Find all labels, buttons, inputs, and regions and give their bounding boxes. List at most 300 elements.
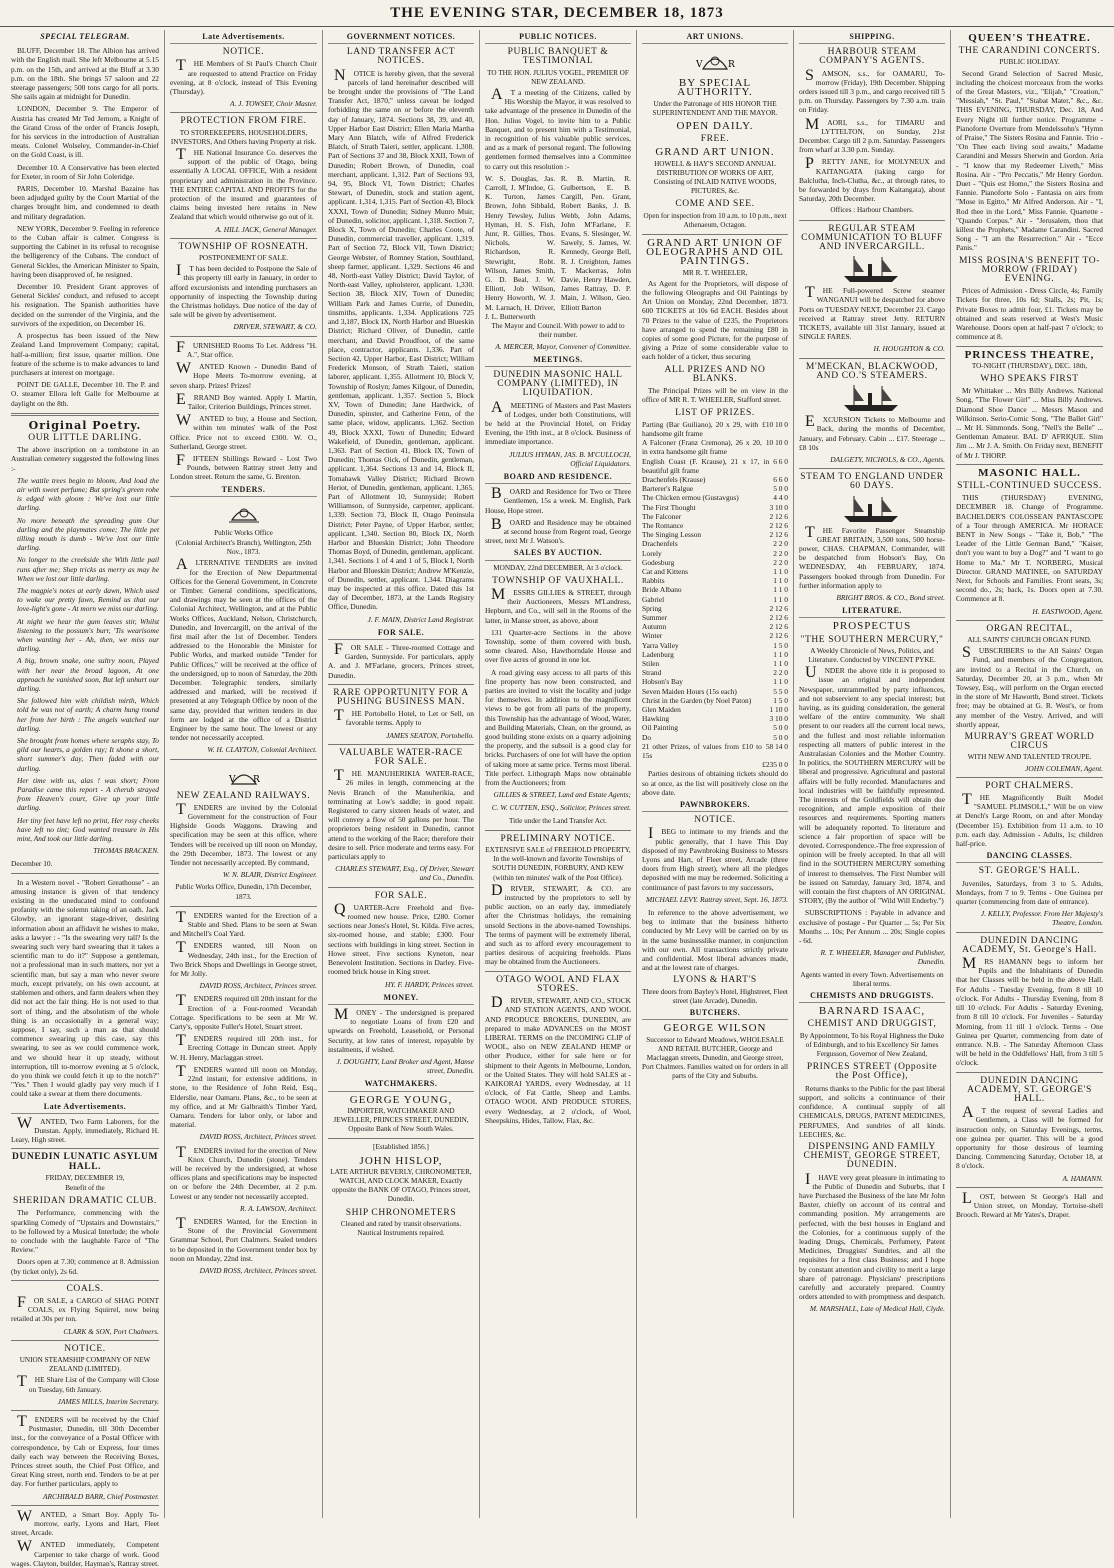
- prize-value: 1 1 0: [773, 576, 788, 586]
- telegram-item: LONDON, December 9. The Emperor of Austria has created Mr Ted Jernom, a Knight of the Grand Cross of the order of Francis Joseph, for his services in the introduction of Australian meats. Colonel Wolseley, Commander-in-Chief on the Gold Coast, is ill.: [11, 104, 159, 160]
- meetings-heading: MEETINGS.: [485, 355, 631, 367]
- mercury-text: UNDER the above title it is proposed to issue an original and independent Newspaper, untrammelled by party influences, and not subservient to any special interest; but having, as its guiding consideration, the general welfare of the entire community. We shall present to our readers all the current local news, and the fullest and most reliable information respecting all matters of public interest in the Australasian Colonies and the Mother Country. In politics, the SOUTHERN MERCURY will be liberal and progressive. Agricultural and pastoral affairs will be fully recorded. Manufactures and local industries will be faithfully represented. The interests of the Goldfields will obtain due recognition, and ample exposition of their resources and requirements. Sporting matters will be adequately reported. To literature and science a fair proportion of space will be devoted. Correspondence.-The free expression of opinion will be freely accepted. In that all will find in the SOUTHERN MERCURY something of interest to themselves. The First Number will be issued on Saturday, January 3rd, 1874, and will contain the first chapters of AN ORIGINAL STORY, (By the author of "Wild Will Enderby."): [799, 664, 945, 906]
- telegram-item: December 10. President Grant approves of General Sickles' conduct, and refused to accept his resignation. The Spanish authorities have decided on the surrender of the Virginia, and the survivors of the expedition, on December 16.: [11, 282, 159, 328]
- prize-value: £10 10 0: [762, 419, 788, 429]
- column-2: [164, 30, 322, 1518]
- prize-name: The Chicken ermou (Gustavgus): [642, 493, 739, 503]
- committee-list-right: R. B. Martin, R. Gulbertson, E. B. Cargill, Pen. Grant, Robert Banks, J. B. Webb, John Adams, John M'Farlane, F. Evans, S. Slesinger, W. Sawely, S. James, W. Kennedy, George Bell, R. J. Creighton, James T. Mackerras, John Davie, Henry Hawden, James Rattray, D. P. Main, J. Wilson, Geo. Elliott Barton: [560, 173, 631, 312]
- telegram-item: December 10. A Conservative has been elected for Exeter, in room of Sir John Coleridge.: [11, 162, 159, 181]
- prize-value: 2 12 6: [769, 622, 788, 632]
- prize-row: [642, 723, 788, 732]
- union-signature: JAMES MILLS, Interim Secretary.: [57, 1396, 159, 1406]
- rosneath-text: IT has been decided to Postpone the Sale of this property till early in January, in order to afford excursionists and intending purchasers an opportunity of inspecting the Township during the Christmas holidays. Due notice of the day of sale will be given by advertisement.: [170, 262, 317, 320]
- divider: [170, 759, 317, 760]
- prize-value: 2 12 6: [769, 511, 788, 521]
- prize-row: [642, 585, 788, 594]
- tender-ad: TENDERS invited for the erection of New Knox Church, Dunedin (stone). Tenders will be received by the undersigned, at whose offices plans and specifications may be inspected on or before the 24th December, at 2 p.m. Lowest or any tender not necessarily accepted.: [170, 1143, 317, 1201]
- prize-row: [642, 677, 788, 686]
- shipping-ad: MAORI, s.s., for TIMARU and LYTTELTON, on Sunday, 21st December. Cargo till 2 p.m. Saturday. Passengers from wharf at 3.30 p.m. Sunday.: [799, 115, 945, 155]
- prize-row: [642, 622, 788, 631]
- isaac-subtitle: CHEMIST AND DRUGGIST,: [807, 1019, 937, 1030]
- banquet-signature: A. MERCER, Mayor, Convener of Committee.: [495, 341, 631, 351]
- poem-stanza: She followed him with childish mirth, Which told he was not of earth; A charm hung round her from her birth : The angels watched our darling.: [17, 696, 159, 733]
- poem-title: OUR LITTLE DARLING.: [28, 432, 142, 443]
- holiday-note: PUBLIC HOLIDAY.: [999, 58, 1060, 67]
- prize-row: [642, 705, 788, 714]
- union-subtitle: UNION STEAMSHIP COMPANY OF NEW ZEALAND (LIMITED).: [19, 1356, 151, 1374]
- queens-theatre-title: QUEEN'S THEATRE.: [968, 32, 1091, 44]
- divider: [799, 358, 945, 359]
- tender-signature: DAVID ROSS, Architect, Princes street.: [199, 1265, 317, 1275]
- masonic-hall-title: MASONIC HALL.: [978, 466, 1081, 479]
- prize-value: 2 2 0: [773, 668, 788, 678]
- hislop-subtitle: LATE ARTHUR BEVERLY, CHRONOMETER, WATCH, AND CLOCK MAKER, Exactly opposite the BANK OF OTAGO, Princes street, Dunedin.: [330, 1167, 472, 1204]
- divider: [11, 1148, 159, 1149]
- divider: [956, 620, 1103, 621]
- prize-name: Bride Albano: [642, 585, 682, 595]
- column-3: [322, 30, 479, 1518]
- academy-signature: A. HAMANN.: [1062, 1173, 1103, 1183]
- sale-ad: FOR SALE - Three-roomed Cottage and Garden, Sunnyside. For particulars, apply A. and J. M'Farlane, grocers, Princes street, Dunedin.: [328, 641, 474, 680]
- young-subtitle: IMPORTER, WATCHMAKER AND JEWELLER, PRINCES STREET, DUNEDIN, Opposite Bank of New South Wales.: [333, 1106, 469, 1134]
- asylum-doors: Doors open at 7.30; commence at 8. Admission (by ticket only), 2s 6d.: [11, 1257, 159, 1276]
- prize-name: Christ in the Garden (by Noel Paton): [642, 695, 752, 705]
- prize-row: [642, 420, 788, 438]
- prize-value: 2 12 6: [769, 603, 788, 613]
- public-notices-heading: PUBLIC NOTICES.: [485, 32, 631, 44]
- prize-value: 2 2 0: [773, 557, 788, 567]
- vauxhall-signature: GILLIES & STREET, Land and Estate Agents;: [493, 790, 631, 800]
- watchmakers-heading: WATCHMAKERS.: [328, 1079, 474, 1091]
- classified-ad: WANTED Known - Dunedin Band of Hope Meets To-morrow evening, at seven sharp. Prizes! Prizes!: [170, 360, 317, 390]
- special-telegram-heading: SPECIAL TELEGRAM.: [40, 32, 130, 41]
- masonic-company-title: DUNEDIN MASONIC HALL COMPANY (LIMITED), IN LIQUIDATION.: [493, 369, 623, 399]
- fire-title: PROTECTION FROM FIRE.: [180, 116, 307, 127]
- prize-row: [642, 567, 788, 576]
- asylum-club: SHERIDAN DRAMATIC CLUB.: [13, 1196, 157, 1207]
- royal-crest-icon: [695, 47, 735, 75]
- isaac-appointment: By Appointment, To his Royal Highness the Duke of Edinburgh, and to his Excellency Sir James Fergusson, Governor of New Zealand,: [799, 1031, 945, 1059]
- young-title: GEORGE YOUNG,: [349, 1093, 453, 1106]
- poem-stanza: No more beneath the spreading gum Our darling and the playmates come; The little pet tilling mouth is dumb - We've lost our little darling.: [17, 515, 159, 553]
- fire-text: THE National Insurance Co. deserves the support of the public of Otago, being essentially A LOCAL OFFICE, With a resident proprietary and administration in the Province. THE ENTIRE CAPITAL AND PROFITS for the protection of the insured and guarantees of claims being invested here retains in New Zealand that which would otherwise go out of it.: [170, 146, 317, 222]
- prize-name: Drachenfels: [642, 539, 678, 549]
- prize-value: 5 0 0: [773, 723, 788, 733]
- wool-stores-text: DRIVER, STEWART, AND CO., STOCK AND STATION AGENTS, AND WOOL AND PRODUCE BROKERS, DUNEDIN, are prepared to make ADVANCES on the MOST LIBERAL TERMS on the INCOMING CLIP of WOOL, also on NEW ZEALAND HEMP or other Produce, either for sale here or for shipment to their Agents in Melbourne, London, or the United States. They will hold SALES at - KAIKORAI YARDS, every Wednesday, at 11 o'clock, of Fat Cattle, Sheep and Lambs. OTAGO WOOL AND PRODUCE STORES, every Wednesday, at 2 o'clock, of Wool, Sheepskins, Hides, Tallow, Flax, &c.: [485, 994, 631, 1125]
- railways-signature: W. N. BLAIR, District Engineer.: [222, 870, 317, 880]
- prize-row: [642, 631, 788, 640]
- isaac-address: PRINCES STREET (Opposite the Post Office),: [806, 1062, 938, 1082]
- divider: [956, 464, 1103, 465]
- isaac-title: BARNARD ISAAC,: [818, 1005, 926, 1018]
- divider: [956, 1187, 1103, 1188]
- asylum-date: FRIDAY, DECEMBER 19,: [45, 1173, 125, 1182]
- prize-row: [642, 650, 788, 659]
- telegram-item: A prospectus has been issued of the New Zealand Land Improvement Company; capital, half-a-million; first issue, quarter million. One feature of the scheme is to make advances to land purchasers at interest on mortgage.: [11, 331, 159, 377]
- choir-title: NOTICE.: [222, 47, 265, 58]
- svg-text:R: R: [728, 60, 735, 71]
- prize-value: 1 1 0: [773, 677, 788, 687]
- opportunity-signature: JAMES SEATON, Portobello.: [386, 730, 474, 740]
- butchers-heading: BUTCHERS.: [642, 1008, 788, 1020]
- shipping-ad: SAMSON, s.s., for OAMARU, To-morrow (Friday), 19th December. Shipping orders issued till 3 p.m., and cargo received till 5 p.m. on Thursday. Passengers by 7.30 a.m. train on Friday.: [799, 66, 945, 115]
- pawn-text: In reference to the above advertisement, we beg to intimate that the business hitherto conducted by Mr Levy will be carried on by us in the same businesslike manner, in conjunction with our own. All transactions strictly private and confidential. Most liberal advances made, and at the lowest rate of charges.: [642, 908, 788, 973]
- shipping-ad: PRETTY JANE, for MOLYNEUX and KAITANGATA (taking cargo for Balclutha, Inch-Clutha, &c., at through rates, to be forwarded by drays from Kaitangata), about Saturday, 20th December.: [799, 155, 945, 204]
- dance-signature: J. KELLY, Professor. From Her Majesty's Theatre, London.: [980, 909, 1103, 928]
- asylum-text: The Performance, commencing with the sparkling Comedy of "Upstairs and Downstairs," to be followed by a Musical Interlude; the whole to conclude with the laughable Farce of "The Review.": [11, 1208, 159, 1255]
- railways-text: TENDERS are invited by the Colonial Government for the construction of Four Highside Goods Waggons. Drawing and specification may be seen at this office, where Tenders will be received up till noon on Monday, the 29th December, 1873. The lowest or any Tender not necessarily accepted. By command,: [170, 800, 317, 868]
- prize-row: [642, 595, 788, 604]
- prize-row: [642, 641, 788, 650]
- prize-note: Parties desirous of obtaining tickets should do so at once, as the list will positively close on the above date.: [642, 769, 788, 797]
- union-title: NOTICE.: [64, 1343, 106, 1354]
- lyons-hart-text: Three doors from Bayley's Hotel, Highstreet, Fleet street (late Arcade), Dunedin.: [642, 987, 788, 1005]
- mercury-subtitle: A Weekly Chronicle of News, Politics, and Literature. Conducted by VINCENT PYKE.: [808, 646, 936, 664]
- oleograph-text: As Agent for the Proprietors, will dispose of the following Oleographs and Oil Paintings by Art Union on Monday, 22nd December, 1873. 600 TICKETS at 10s 6d EACH. Besides about 70 Prizes to the value of £235, the Proprietors have arranged to spend the remaining £80 in copies of some good Picture, for the purpose of giving a Prize of some considerable value to each holder of a ticket, thus securing: [642, 278, 788, 362]
- prize-value: 6 6 0: [773, 456, 788, 466]
- railways-office: Public Works Office, Dunedin, 17th December, 1873.: [175, 883, 312, 901]
- wheeler-name: MR R. T. WHEELER,: [682, 268, 748, 277]
- vauxhall-text: MESSRS GILLIES & STREET, through their Auctioneers, Messrs M'Landress, Hepburn, and Co., will sell in the Rooms of the latter, in Manse street, as above, about: [485, 585, 631, 625]
- government-notices-heading: GOVERNMENT NOTICES.: [328, 32, 474, 44]
- prize-total-row: [642, 760, 788, 769]
- vauxhall-text: A road giving easy access to all parts of this fine property has now been constructed, and parties are invited to visit the locality and judge for themselves. In addition to the magnificent views to be got from all parts of the property, this Township has the advantage of Wood, Water, and Building Materials, Clean, on the ground, as good building stone exists on a quarry adjoining the property, and the subsoil is a good clay for bricks. Purchasers of one lot will have the option of taking more at same price. Terms most liberal. Title perfect. Lithograph Maps now obtainable from the Auctioneers; from: [485, 667, 631, 788]
- poem-stanza: She brought from homes where seraphs stay, To gild our hearts, a golden ray; It shone a short, short summer's day, Then faded with our darling.: [17, 736, 159, 773]
- prize-name: Winter: [642, 631, 663, 641]
- prize-name: Glen Maiden: [642, 705, 681, 714]
- masonic-company-signature: JULIUS HYMAN, JAS. B. M'CULLOCH, Official Liquidators.: [509, 449, 631, 468]
- divider: [799, 468, 945, 469]
- prize-name: Godesburg: [642, 557, 675, 567]
- prize-value: 5 0 0: [773, 732, 788, 742]
- preliminary-text: DRIVER, STEWART, & CO. are instructed by the proprietors to sell by public auction, on an early day, immediately after the Christmas holidays, the remaining unsold Sections in the above-named Townships. The terms of payment will be extremely liberal, and such as to afford every encouragement to parties desirous of acquiring freeholds. Plans may be obtained from the Auctioneers.: [485, 881, 631, 967]
- wanganui-text: THE Full-powered Screw steamer WANGANUI will be despatched for above Ports on TUESDAY NEXT, December 23. Cargo received at Rattray street Jetty. RETURN TICKETS, available till 31st January, issued at SINGLE FARES.: [799, 284, 945, 342]
- prize-row: [642, 549, 788, 558]
- pawn-title: NOTICE.: [694, 815, 736, 826]
- queens-prices: Prices of Admission - Dress Circle, 4s; Family Tickets for three, 10s 6d; Stalls, 2s; Pit, 1s; Private Boxes to admit four, £1. Tickets may be obtained and seats reserved at West's Music Warehouse. Doors open at half-past 7 o'clock; to commence at 8.: [956, 286, 1103, 342]
- divider: [485, 971, 631, 972]
- free-entry: FREE.: [700, 134, 730, 145]
- public-works-office: Public Works Office: [214, 528, 273, 537]
- divider: [956, 346, 1103, 347]
- oleograph-title: GRAND ART UNION OF OLEOGRAPHS AND OIL PAINTINGS.: [646, 237, 784, 268]
- asylum-benefit: Benefit of the: [65, 1183, 105, 1192]
- sale-signature: HY. F. HARDY, Princes street.: [385, 979, 474, 989]
- prize-row: [642, 493, 788, 502]
- divider: [328, 744, 474, 745]
- prize-name: English Coast (F. Krause), 21 x 17, in beautiful gilt frame: [642, 456, 770, 475]
- prize-value: 2 12 6: [769, 520, 788, 530]
- poem-intro: The above inscription on a tombstone in an Australian cemetery suggested the following lines :-: [11, 445, 159, 473]
- academy-text: AT the request of several Ladies and Gentlemen, a Class will be formed for instruction only, on Saturday Evenings, terms, one guinea per quarter. This will be a good opportunity for those desirous of learning Dancing. Commencing Saturday, October 18, at 8 o'clock.: [956, 1104, 1103, 1171]
- masonic-hall-signature: H. EASTWOOD, Agent.: [1032, 606, 1103, 616]
- masonic-hall-subtitle: STILL-CONTINUED SUCCESS.: [957, 480, 1102, 491]
- preliminary-subtitle: EXTENSIVE SALE of FREEHOLD PROPERTY, In the well-known and favorite Townships of SOUTH DUNEDIN, FORBURY, AND KEW (within ten minutes' walk of the Post Office).: [485, 846, 631, 882]
- marshall-signature: M. MARSHALL, Late of Medical Hall, Clyde.: [809, 1304, 945, 1314]
- prize-row: [642, 576, 788, 585]
- art-union-title: GRAND ART UNION.: [655, 146, 775, 159]
- prize-row: [642, 438, 788, 456]
- shipping-heading: SHIPPING.: [799, 32, 945, 44]
- postmaster-tenders: TENDERS will be received by the Chief Postmaster, Dunedin, till 30th December inst., for the conveyance of a Postal Officer with correspondence, by Cab or Express, four times daily each way between the Receiving Boxes, Princes street south, the Chief Post Office, and Great King street, north end. Tenders to be at per day. For further particulars, apply to: [11, 1413, 159, 1489]
- divider: [170, 906, 317, 907]
- rosneath-title: TOWNSHIP OF ROSNEATH.: [178, 241, 309, 252]
- poem-stanza: The wattle trees begin to bloom, And load the air with sweet perfume; But spring's green robe is edged with gloom : We've lost our little darling.: [17, 475, 159, 513]
- tender-signature: DAVID ROSS, Architect, Princes street.: [199, 981, 317, 991]
- great-britain-text: THE Favorite Passenger Steamship GREAT BRITAIN, 3,500 tons, 500 horse-power, CHAS. CHAPMAN, Commander, will be despatched from Hobson's Bay, On WEDNESDAY, 4th FEBRUARY, 1874. Passengers booked through from Dunedin. For further information apply to: [799, 523, 945, 590]
- poem-stanza: At night we hear the gum leaves stir, Whilst listening to the possum's burr, 'Tis wearisome when wanting her - Ah, then, we miss our darling.: [17, 616, 159, 654]
- land-transfer-signature: J. F. MAIN, District Land Registrar.: [367, 614, 474, 624]
- poem-stanza: The magpie's notes at early dawn, Which used to wake our pretty fawn, Remind us that our love-light's gone - At morn we miss our darling.: [17, 585, 159, 614]
- prospectus-title: PROSPECTUS: [832, 620, 912, 633]
- art-unions-heading: ART UNIONS.: [642, 32, 788, 44]
- prize-name: The Romance: [642, 520, 684, 530]
- organ-subtitle: ALL SAINTS' CHURCH ORGAN FUND.: [967, 635, 1092, 644]
- port-chalmers-title: PORT CHALMERS.: [985, 780, 1074, 791]
- prize-row: [642, 484, 788, 493]
- board-ad: BOARD and Residence may be obtained at second house from Regent road, George street, next Mr J. Watson's.: [485, 515, 631, 546]
- water-race-text: THE MANUHERIKIA WATER-RACE, 26 miles in length, commencing at the Nevis Branch of the Manuherikia, and terminating at Low's saddle; in good repair. Registered to carry sixteen heads of water, and will convey a flow of 50 gallons per hour. The proprietors being resident in Dunedin, cannot attend to the working of the Race; therefore their desire to sell. Price moderate and terms easy. For particulars apply to: [328, 767, 474, 862]
- royal-crest-icon: [227, 764, 261, 788]
- prize-row: [642, 742, 788, 760]
- circus-subtitle: WITH NEW AND TALENTED TROUPE.: [967, 753, 1092, 762]
- fire-subtitle: TO STOREKEEPERS, HOUSEHOLDERS, INVESTORS, And Others having Property at risk.: [170, 128, 317, 146]
- marshall-title: DISPENSING AND FAMILY CHEMIST, GEORGE STREET, DUNEDIN.: [803, 1141, 941, 1171]
- auction-date: MONDAY, 22nd DECEMBER, At 3 o'clock.: [493, 563, 623, 572]
- circus-signature: JOHN COLEMAN, Agent.: [1025, 763, 1103, 773]
- prize-row: [642, 668, 788, 677]
- divider: [956, 1072, 1103, 1073]
- vauxhall-signature: C. W. CUTTEN, ESQ., Solicitor, Princes street.: [491, 803, 631, 813]
- patron-subtitle: Under the Patronage of HIS HONOR THE SUPERINTENDENT AND THE MAYOR.: [652, 99, 778, 117]
- tender-ad: TENDERS wanted, till Noon on Wednesday, 24th inst., for the Erection of Two Brick Shops and Dwellings in George street, for Mr Jolly.: [170, 939, 317, 979]
- divider: [11, 1505, 159, 1506]
- prize-row: [642, 733, 788, 742]
- public-works-signature: W. H. CLAYTON, Colonial Architect.: [207, 745, 317, 755]
- money-text: MONEY - The undersigned is prepared to negotiate Loans of from £20 and upwards on Freehold, Leasehold, or Personal Security, at low rates of interest, repayable by instalments, if wished.: [328, 1005, 474, 1054]
- prize-row: [642, 457, 788, 475]
- land-transfer-text: NOTICE is hereby given, that the several parcels of land hereinafter described will be brought under the provisions of "The Land Transfer Act, 1870," unless caveat be lodged forbidding the same on or before the eleventh day of January, 1874. Sections 38, 39, and 40, Upper Harbor East District; Ellen Maria Martha Mary Ann Blatch, wife of Alfred Frederick Blatch, of Strath Taieri, settler, applicant. 1,308. Part of Sections 37 and 38, Block XXII, Town of Dunedin; Robert Brown, of Dunedin, coal merchant, applicant. 1,312. Part of Sections 93, 94, 95, Block VI, Town District; Charles Stewart, of Dunedin, stock and station agent, applicant. 1,314, 1,315. Part of Section 43, Block XXXI, Town of Dunedin; Sidney Munro Muir, of Dunedin, solicitor, applicant. 1,318. Section 7, Block X, Town of Dunedin; Charles Coote, of Dunedin, commercial traveller, applicant. 1,319. Part of Section 72, Block VII, Town District; George Webster, of Romney Station, Southland, sheep farmer, applicant. 1,329. Sections 46 and 48, North-east Valley District; David Taylor, of North-east Valley, upholsterer, applicant. 1,330. Section 38, Block XIV, Town of Dunedin; William Park and James Currie, of Dunedin, tinsmiths, applicants. 1,334. Applications 725 and 3,187, Block IX, North Harbor and Blueskin District; Richard Oliver, of Dunedin, cattle merchant, and David Proudfoot, of the same place, contractor, applicants. 1,336. Part of Section 42, Upper Harbor, East District; William Frederick Monson, of Strath Taieri, station laborer, applicant. 1,355. Allotment 10, Block V, Township of Roslyn; James Kilgour, of Dunedin, gentleman, applicant. 1,357. Section 5, Block XV, Town of Dunedin; Jane Hardwick, of Dunedin, spinster, and Catherine Fenn, of the same place, widow, applicants. 1,362. Section 49, Block XXXI, Town of Dunedin; Edward Wakefield, of Dunedin, gentleman, applicant. 1,363. Part of Section 41, Block IX, Town of Dunedin; Thomas Oick, of Dunedin, gentleman, applicant. 1,364. Sections 13 and 14, Block II, Tomahawk Valley District; Richard Brown Heriot, of Dunedin, gentleman, applicant. 1,365. Part of Allotment 10, Sunnyside; Robert Williamson, of Sunnyside, carpenter, applicant. 1,339. Section 73, Block II, Otago Peninsula District; Peter Payne, of Upper Harbor, settler, applicant. 1,340. Section 80, Block IX, North Harbor and Blueskin District; John Theodore Thomas Boyd, of Dunedin, gentleman, applicant. 1,341. Sections 1 of 4 and 1 of 5, Block I, North Harbor and Blueskin District; Andrew M'Kenzie, of Dunedin, settler, applicant. 1,344. Diagrams may be inspected at this office. Dated this 1st day of December, 1873, at the Lands Registry Office, Dunedin.: [328, 66, 474, 612]
- england-title: STEAM TO ENGLAND UNDER 60 DAYS.: [800, 472, 944, 492]
- divider: [11, 873, 159, 874]
- column-1: [6, 30, 164, 1568]
- divider: [328, 1138, 474, 1139]
- dalgety-signature: DALGETY, NICHOLS, & CO., Agents.: [830, 454, 945, 464]
- sale-text: QUARTER-Acre Freehold and five-roomed new house. Price, £280. Corner sections near Jones's Hotel, St. Kilda. Five acres, six-roomed house, and stable; £300. Four sections with buildings in king street. Section in Howe street. Five sections Kyneton, near Benevolent Institution. Sections in Darley. Five-roomed brick house in King street.: [328, 900, 474, 977]
- prize-row: [642, 539, 788, 548]
- divider: [328, 887, 474, 888]
- board-ad: BOARD and Residence for Two or Three Gentlemen, 15s a week. M. English, Park House, Hope street.: [485, 485, 631, 515]
- divider: [799, 220, 945, 221]
- prize-row: [642, 687, 788, 696]
- prize-name: Strand: [642, 668, 662, 678]
- opportunity-title: RARE OPPORTUNITY FOR A PUSHING BUSINESS MAN.: [333, 687, 469, 708]
- steamship-icon: [842, 494, 902, 524]
- princess-date: TO-NIGHT (THURSDAY), DEC. 18th,: [971, 361, 1088, 370]
- prize-name: Summer: [642, 612, 668, 622]
- prize-name: Gabriel: [642, 594, 665, 604]
- column-container: [6, 30, 1108, 1568]
- prize-name: The Singing Lesson: [642, 530, 702, 540]
- prize-name: Autumn: [642, 622, 667, 632]
- literature-heading: LITERATURE.: [799, 606, 945, 618]
- prize-row: [642, 659, 788, 668]
- prize-row: [642, 521, 788, 530]
- tenders-heading: TENDERS.: [170, 485, 317, 497]
- divider: [485, 830, 631, 831]
- column-4: [479, 30, 636, 1518]
- prize-name: Rabbits: [642, 576, 665, 586]
- masonic-hall-text: THIS (THURSDAY) EVENING, DECEMBER 18. Change of Programme. BACHELDER'S COLOSSEAN PANTASCOPE of a Tour through AMERICA. Mr HORACE BENT in New Songs - "Take it, Bob," "The Leader of the Little German Band," "Kaiser, don't you want to buy a Dog?" and "I want to go Home to Ma." Mr T. NORBERG, Musical Director. GRAND MATINEE, on SATURDAY Next, for Schools and Families. Front seats, 3s; second do., 2s; back, 1s. Doors open at 7.30. Commence at 8.: [956, 493, 1103, 604]
- novel-anecdote: In a Western novel - "Robert Greathouse" - an amusing instance is given of that tendency existing in the uneducated mind to confound profanity with the solemn taking of an oath. Jack Glowby, an ignorant stage-driver, desiring information about an affidavit he wishes to make, asks a lawyer : - "Is the swearing very tall? Is the swearing such very hard swearing that it takes a scientific man to do it?" Suppose a gentleman, not a professional man in such matters, nor yet a scientific man, but say a man who never swore much, except privately, on his own account, at stablemen and others, and farm dealers when they did not act the fair thing. He is not used to that sort of thing, and the absolutism of the whole thing is an occasionally in a general way; suppose, I say, such a man as that should commence swearing up this case, say this swearing, to see as we could commence work, and we should hear it up steady, without interruption, till to-morrow evening at 5 o'clock, do you think we could fetch it up to the notch?" "Yes." Then I would gladly pay very much if I could take a swear at them there documents.: [11, 877, 159, 1099]
- prize-name: Parting (Bar Guiliano), 20 x 29, with handsome gilt frame: [642, 419, 759, 438]
- column-7: [950, 30, 1108, 1518]
- prize-value: 1 1 0: [773, 658, 788, 668]
- divider: [956, 932, 1103, 933]
- divider: [11, 1410, 159, 1411]
- princess-text: Mr Whittaker ... Mrs Billy Andrews. National Song, "The Flower Girl" ... Miss Billy Andrews. Diamond Shoe Dance ... Messrs Mason and Wilkinson. Serio-Comic Song, "The Ballet Girl" ... Mr H. Simmonds. Song, "Nell's the Belle" ... Gentleman Amateur. BAL D' AFRIQUE. Slim Jim ... Mr J. A. Smith. On Friday next, BENEFIT of Mr J. THORP.: [956, 386, 1103, 460]
- prize-row: [642, 475, 788, 484]
- masthead-title: THE EVENING STAR, DECEMBER 18, 1873: [390, 5, 724, 21]
- public-works-subtitle: (Colonial Architect's Branch), Wellington, 25th Nov., 1873.: [175, 538, 312, 557]
- money-signature: J. DOUGHTY, Land Broker and Agent, Manse street, Dunedin.: [336, 1056, 474, 1076]
- prize-row: [642, 512, 788, 521]
- poem-stanza: A big, brown snake, one sultry noon, Played with her near the broad lagoon, At one approach he vanished soon, But left unhurt our darling.: [17, 656, 159, 693]
- prize-value: 2 12 6: [769, 530, 788, 540]
- union-text: THE Share List of the Company will Close on Tuesday, 6th January.: [17, 1373, 159, 1394]
- art-union-subtitle: HOWELL & HAY'S SECOND ANNUAL DISTRIBUTION OF WORKS OF ART, Consisting of INLAID NATIVE WOODS, PICTURES, &c.: [653, 159, 777, 196]
- banquet-title: PUBLIC BANQUET & TESTIMONIAL: [507, 47, 609, 67]
- tender-signature: DAVID ROSS, Architect, Princes street.: [199, 1132, 317, 1142]
- steamship-icon: [842, 383, 902, 413]
- postmaster-signature: ARCHIBALD BARR, Chief Postmaster.: [43, 1491, 159, 1501]
- tender-ad: TENDERS required till 20th inst., for Erecting Cottage in Duncan street. Apply W. H. Henry, Maclaggan street.: [170, 1032, 317, 1062]
- prize-row: [642, 613, 788, 622]
- steamship-icon: [842, 254, 902, 284]
- prize-value: 10 10 0: [765, 438, 788, 448]
- come-and-see: COME AND SEE.: [675, 199, 755, 210]
- choir-signature: A. J. TOWSEY, Choir Master.: [229, 99, 317, 109]
- agents-title: HARBOUR STEAM COMPANY'S AGENTS.: [819, 47, 925, 67]
- established-note: [Established 1856.]: [373, 1143, 429, 1152]
- poem-stanza: Her tiny feet have left no print, Her rosy cheeks have left no tint; God wanted treasure in His mint, And took our little darling.: [17, 815, 159, 844]
- tender-ad: TENDERS wanted till noon on Monday, 22nd instant, for extensive additions, in stone, to the Residence of John Reid, Esq., Elderslie, near Oamaru. Plans, &c., to be seen at my office, and at Mr Galbraith's Timber Yard, Oamaru. Tenders for labor only, or labor and material.: [170, 1062, 317, 1130]
- late-advertisements-heading: Late Advertisements.: [170, 32, 317, 44]
- pawnbrokers-heading: PAWNBROKERS.: [642, 800, 788, 812]
- money-heading: MONEY.: [328, 993, 474, 1005]
- princess-play: WHO SPEAKS FIRST: [980, 373, 1079, 384]
- banquet-subtitle: TO THE HON. JULIUS VOGEL, PREMIER OF NEW ZEALAND.: [487, 68, 629, 86]
- prize-name: The First Thought: [642, 502, 696, 512]
- prize-name: Seven Maiden Hours (15s each): [642, 686, 737, 696]
- railways-title: NEW ZEALAND RAILWAYS.: [176, 790, 311, 801]
- fire-signature: A. HILL JACK, General Manager.: [215, 224, 317, 234]
- divider: [956, 777, 1103, 778]
- tender-signature: R. A. LAWSON, Architect.: [240, 1203, 317, 1213]
- patron-title: BY SPECIAL AUTHORITY.: [677, 77, 753, 99]
- masthead: [0, 2, 1114, 27]
- auction-heading: SALES BY AUCTION.: [485, 548, 631, 560]
- rosneath-signature: DRIVER, STEWART, & CO.: [233, 322, 317, 332]
- divider: [170, 336, 317, 337]
- prize-value: 58 14 0: [765, 741, 788, 751]
- prize-value: 2 2 0: [773, 548, 788, 558]
- prize-value: 5 5 0: [773, 686, 788, 696]
- board-heading: BOARD AND RESIDENCE.: [485, 472, 631, 484]
- lyons-hart-title: LYONS & HART'S: [673, 975, 757, 986]
- classified-ad: ERRAND Boy wanted. Apply I. Martin, Tailor, Criterion Buildings, Princes street.: [176, 390, 317, 411]
- column-5: [636, 30, 793, 1518]
- prize-row: [642, 530, 788, 539]
- chemists-heading: CHEMISTS AND DRUGGISTS.: [799, 991, 945, 1003]
- mmeckan-title: M'MECKAN, BLACKWOOD, AND CO.'S STEAMERS.: [805, 361, 939, 381]
- regular-steam-title: REGULAR STEAM COMMUNICATION TO BLUFF AND INVERCARGILL.: [801, 223, 943, 253]
- divider: [642, 234, 788, 235]
- prize-name: Spring: [642, 603, 662, 613]
- svg-text:R: R: [252, 774, 260, 785]
- isaac-text: Returns thanks to the Public for the past liberal support, and solicits a continuance of their confidence. A continual supply of all CHEMICALS, DRUGS, PATENT MEDICINES, PERFUMES, And sundries of all kinds. LEECHES, &c.: [799, 1083, 945, 1139]
- no-blanks: ALL PRIZES AND NO BLANKS.: [664, 364, 766, 384]
- view-notice: The Principal Prizes will be on view in the office of MR R. T. WHEELER, Stafford street.: [642, 386, 788, 405]
- divider: [170, 112, 317, 113]
- telegram-item: PARIS, December 10. Marshal Bazaine has been adjudged guilty by the Court Martial of the charges brought him, and condemned to death and military degradation.: [11, 184, 159, 221]
- divider: [11, 413, 159, 416]
- open-hours: Open for inspection from 10 a.m. to 10 p.m., next Athenaeum, Octagon.: [643, 211, 787, 229]
- hislop-text: Cleaned and rated by transit observations. Nautical Instruments repaired.: [340, 1219, 462, 1237]
- wool-stores-title: OTAGO WOOL AND FLAX STORES.: [496, 974, 620, 994]
- tender-ad: TENDERS required till 20th instant for the Erection of a Four-roomed Verandah Cottage. Specifications to be seen at Mr W. Carty's, opposite Fuller's Hotel, Stuart street.: [170, 992, 317, 1032]
- classified-ad: WANTED to buy, a House and Section, within ten minutes' walk of the Post Office. Price not to exceed £300. W. O., Sutherland, George street.: [170, 412, 317, 451]
- prize-value: 4 4 0: [773, 493, 788, 503]
- sale-title: FOR SALE.: [374, 890, 428, 901]
- academy-title: DUNEDIN DANCING ACADEMY, St. George's Hall.: [962, 935, 1097, 955]
- prize-name: Hawking: [642, 714, 670, 724]
- chronometers-title: SHIP CHRONOMETERS: [345, 1207, 457, 1218]
- prize-row: [642, 696, 788, 705]
- wanted-ad: WANTED immediately, Competent Carpenter to take charge of work. Good wages. Clayton, builder, Hayman's, Rattray street.: [11, 1538, 159, 1568]
- vauxhall-tail: Title under the Land Transfer Act.: [509, 816, 607, 825]
- prize-name: Hobson's Bay: [642, 677, 683, 687]
- prize-name: Oil Painting: [642, 723, 678, 733]
- poem-stanza: Her time with us, alas ! was short; From Paradise came this report - A cherub strayed from Heaven's court, Give up your little darling.: [17, 775, 159, 813]
- divider: [11, 1340, 159, 1341]
- prize-name: A Falconer (Franz Cremona), 26 x 20, in extra handsome gilt frame: [642, 438, 762, 457]
- classified-ad: FURNISHED Rooms To Let. Address "H. A.", Star office.: [176, 338, 317, 359]
- dancing-heading: DANCING CLASSES.: [956, 851, 1103, 863]
- prize-row: [642, 503, 788, 512]
- coals-text: FOR SALE, a CARGO of SHAG POINT COALS, ex Flying Squirrel, now being retailed at 30s per ton.: [11, 1293, 159, 1324]
- great-britain-signature: BRIGHT BROS. & CO., Bond street.: [836, 592, 945, 602]
- banquet-text: AT a meeting of the Citizens, called by His Worship the Mayor, it was resolved to take advantage of the presence in Dunedin of the Hon. Julius Vogel, to invite him to a Public Banquet, and to present him with a Testimonial, in recognition of his valuable public services, and as a mark of personal regard. The following gentlemen formed themselves into a Committee to carry out this resolution :-: [485, 86, 631, 171]
- prize-value: 1 1 0: [773, 594, 788, 604]
- land-transfer-title: LAND TRANSFER ACT NOTICES.: [346, 47, 456, 67]
- preliminary-title: PRELIMINARY NOTICE.: [500, 833, 616, 844]
- vauxhall-lots: 131 Quarter-acre Sections in the above Township, some of them covered with bush, some cleared. Also, Hawthorndale House and over five acres of ground in one lot.: [485, 627, 631, 665]
- prize-value: 3 10 0: [769, 502, 788, 512]
- prize-value: 1 1 0: [773, 649, 788, 659]
- queens-text: Second Grand Selection of Sacred Music, including the choicest morceaux from the works of the Great Masters, viz., "Elijah," "Creation," "Messiah," "St. Paul," "Stabat Mater," &c., &c. THIS EVENING, THURSDAY, Dec. 18, And Every Night till further notice. Programme - Pianoforte Overture from Mendelssohn's "Hymn of Praise," The Sisters Rosina and Fannie. Trio - "On Thee each living soul awaits," Madame Carandini and Messrs Sherwin and Gordon. Aria - "I know that my Redeemer Liveth," Miss Rosina. Air - "Pro Peccatis," Mr Henry Gordon. Duet - "Quis est Homo," the Sisters Rosina and Fannie. Pianoforte Solo - Fantasia on airs from "Mose in Egitto," Mr Alfred Anderson. Air - "I, Rod thee in the Lord," Miss Fannie. Quartette - "Quando Corpus." Air - "Jerusalem, thou that killest the Prophets," Madame Carandini. Sacred Song - "I am the Resurrection." Air - "Ecce Panis.": [956, 68, 1103, 253]
- prize-name: Stilen: [642, 658, 660, 668]
- rosneath-subtitle: POSTPONEMENT OF SALE.: [198, 254, 289, 263]
- prize-value: 1 1 0: [773, 566, 788, 576]
- water-race-title: VALUABLE WATER-RACE FOR SALE.: [339, 747, 463, 768]
- prize-name: The Falconer: [642, 511, 682, 521]
- excursion-text: EXCURSION Tickets to Melbourne and Back, during the months of December, January, and February. Cabin ... £17. Steerage ... £8 10s: [799, 413, 945, 452]
- mercury-title: "THE SOUTHERN MERCURY,": [800, 634, 944, 645]
- prize-total: £235 0 0: [762, 760, 788, 770]
- poem-stanza: No longer to the creekside she With little pail runs after me; Shep tricks as merry as may be When we lost our little darling.: [17, 555, 159, 583]
- prize-name: Lorely: [642, 548, 662, 558]
